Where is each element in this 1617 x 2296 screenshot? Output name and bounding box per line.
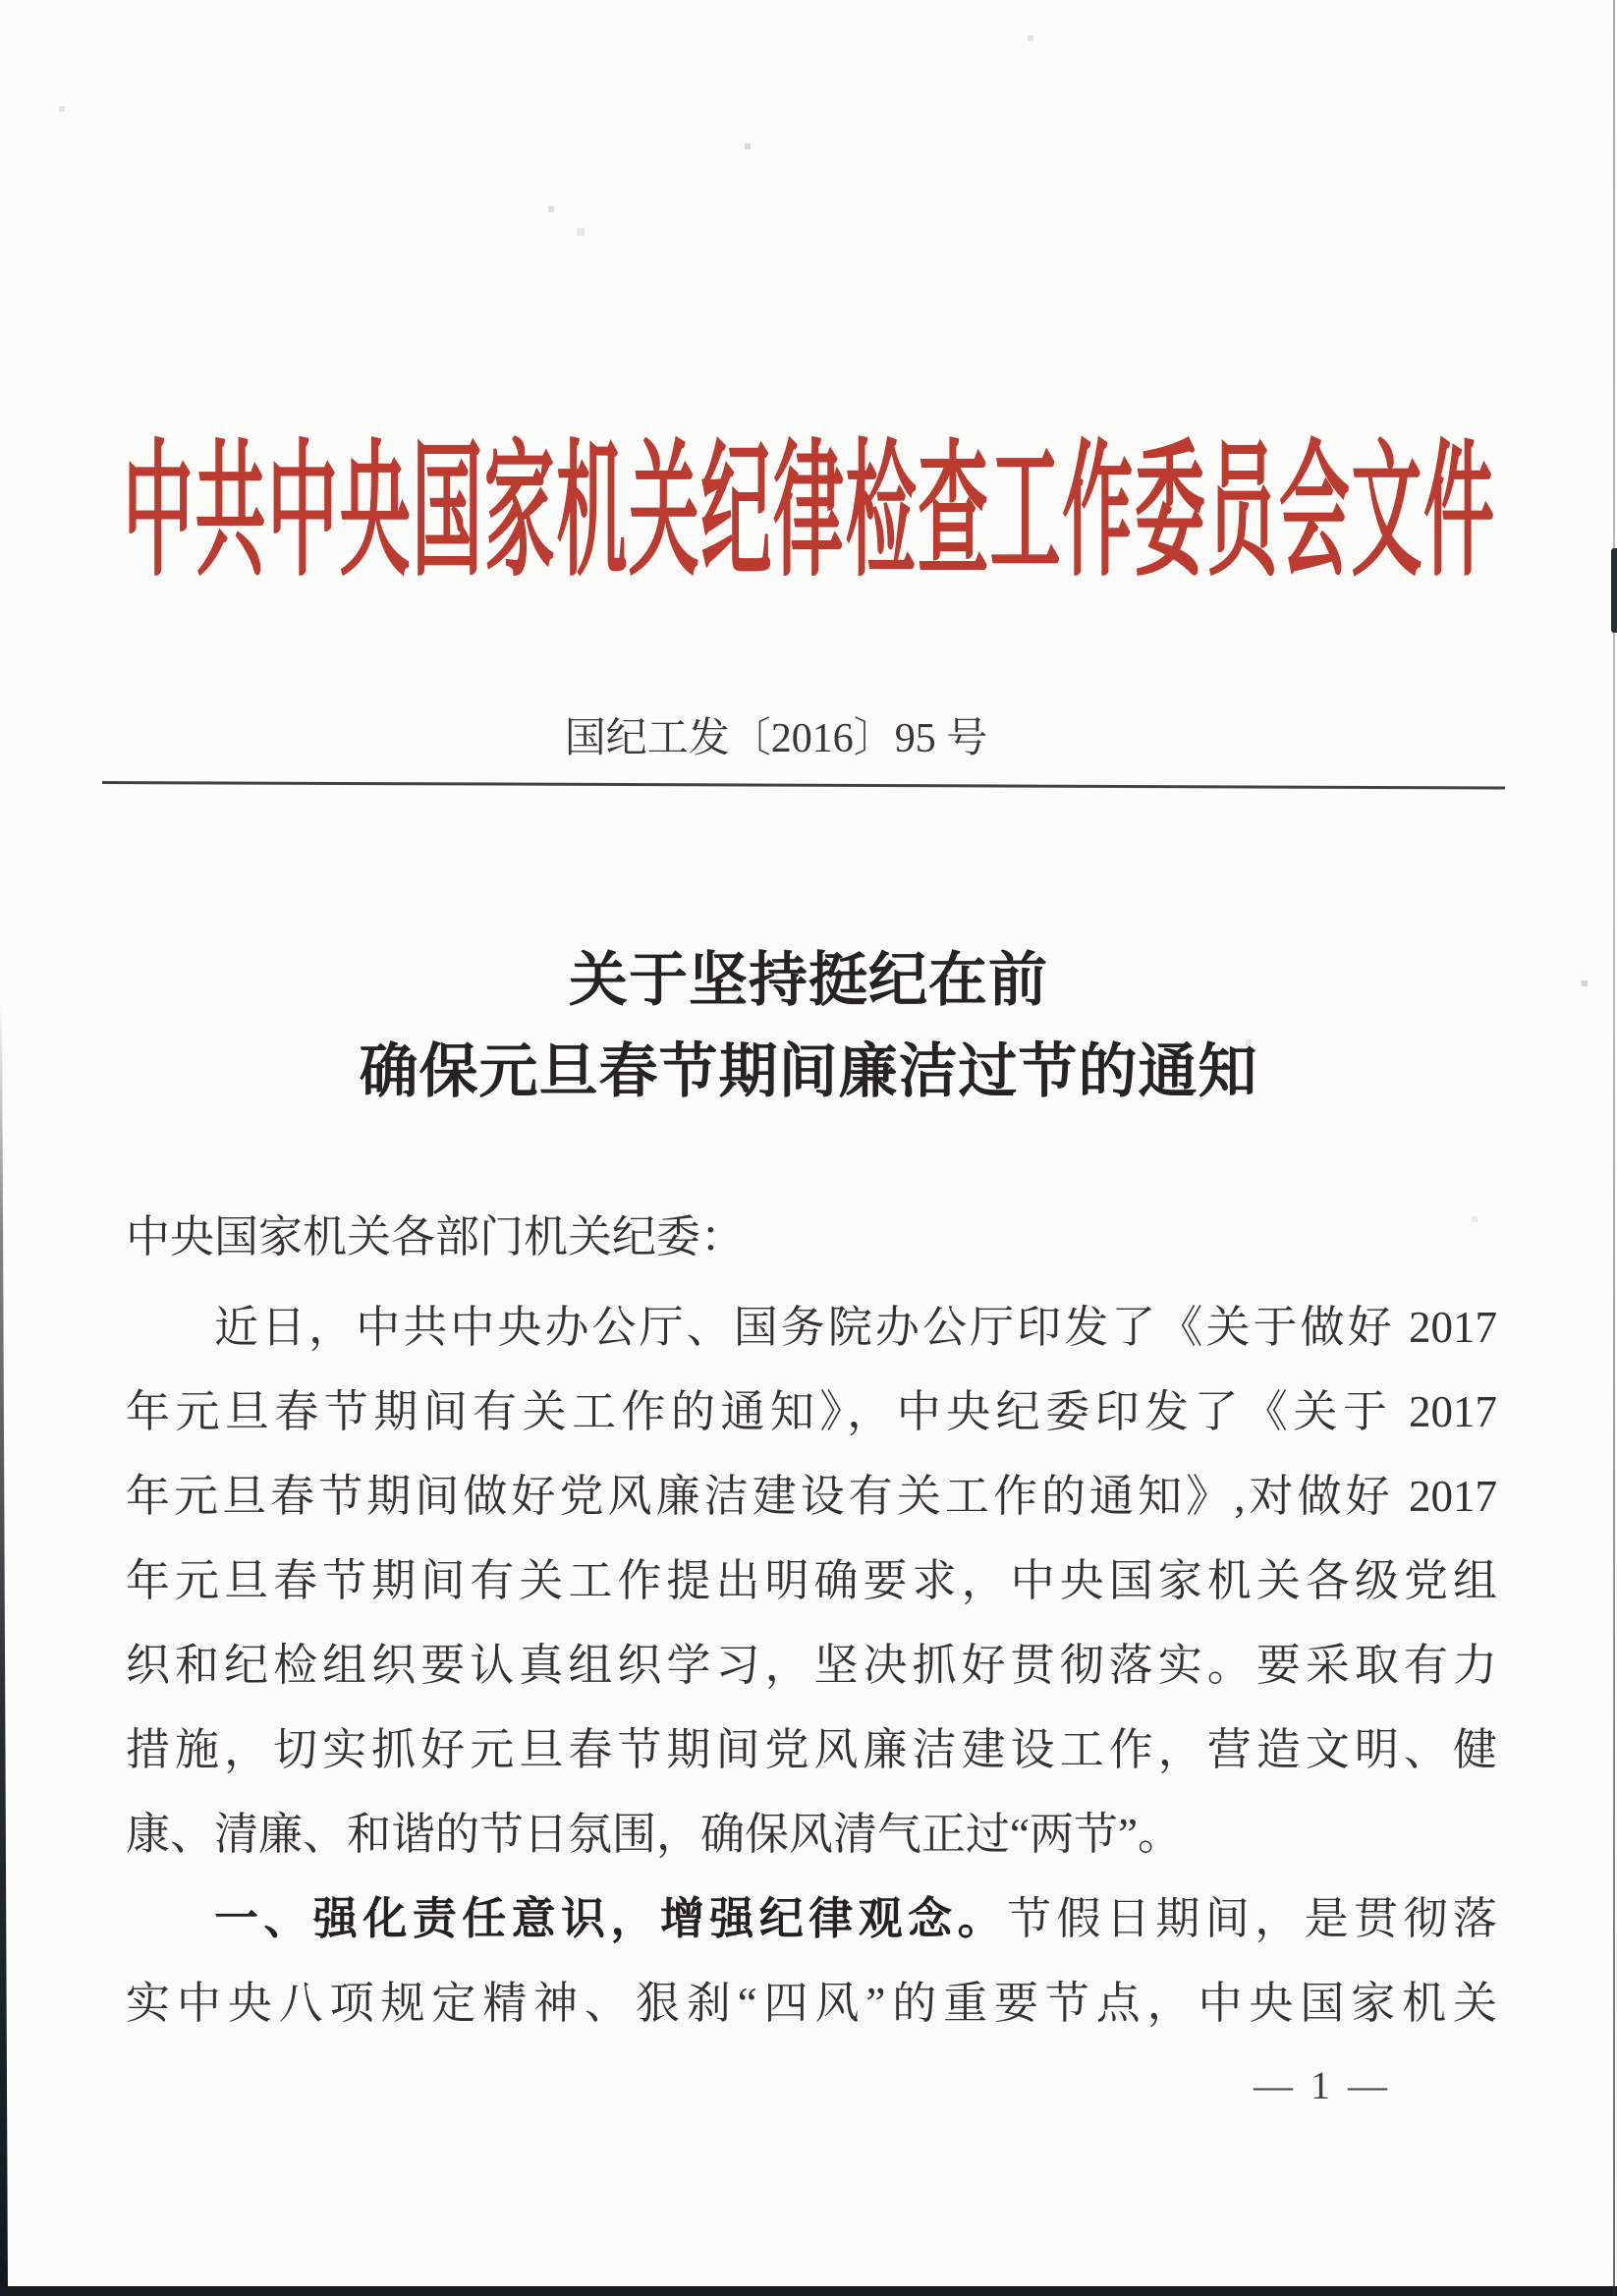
document-title [123,935,1494,1118]
document-body [126,1195,1497,2045]
paragraph1-line-2: 年元旦春节期间有关工作的通知》，中央纪委印发了《关于 2017 [126,1387,1497,1436]
salutation-line: 中央国家机关各部门机关纪委： [126,1212,746,1261]
document-title-line-1: 关于坚持挺纪在前 [569,948,1048,1013]
paragraph1-line-6: 措施，切实抓好元旦春节期间党风廉洁建设工作，营造文明、健 [126,1725,1497,1774]
paragraph2-bold-lead: 一、强化责任意识，增强纪律观念。 [214,1894,1008,1943]
scan-edge-artifact-right [1613,0,1615,2296]
document-number: 国纪工发〔2016〕95 号 [564,716,988,761]
paragraph2-line-1-rest: 节假日期间，是贯彻落 [1007,1894,1497,1943]
scan-noise-specks [0,0,2,2]
letterhead-separator-line [102,781,1505,789]
page-number: — 1 — [1254,2063,1391,2107]
letterhead-authority-title: 中共中央国家机关纪律检查工作委员会文件 [123,430,1494,595]
document-title-line-2: 确保元旦春节期间廉洁过节的通知 [359,1039,1258,1104]
scan-edge-artifact-left [0,1002,8,2296]
paragraph1-line-3: 年元旦春节期间做好党风廉洁建设有关工作的通知》,对做好 2017 [126,1472,1497,1521]
paragraph1-line-5: 织和纪检组织要认真组织学习，坚决抓好贯彻落实。要采取有力 [126,1641,1497,1690]
paragraph1-line-7: 康、清廉、和谐的节日氛围，确保风清气正过“两节”。 [126,1810,1182,1859]
paragraph2-line-1 [126,1876,1497,1961]
scan-edge-artifact-right-blob [1611,548,1617,633]
paragraph1-line-4: 年元旦春节期间有关工作提出明确要求，中央国家机关各级党组 [126,1556,1497,1605]
scan-edge-artifact-bottom [0,2286,1617,2296]
paragraph1-line-1: 近日，中共中央办公厅、国务院办公厅印发了《关于做好 2017 [214,1303,1497,1352]
paragraph2-line-2: 实中央八项规定精神、狠刹“四风”的重要节点，中央国家机关 [126,1979,1497,2028]
